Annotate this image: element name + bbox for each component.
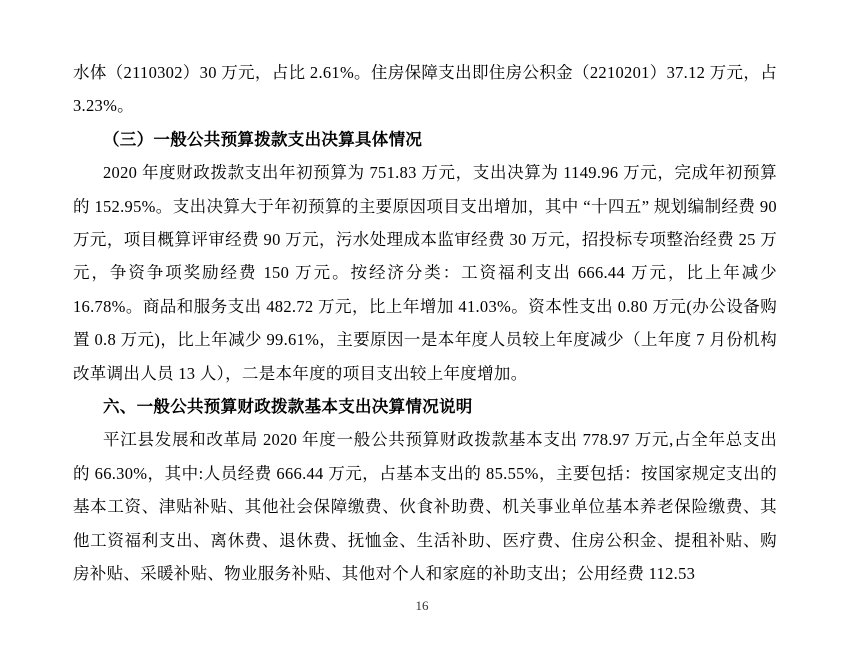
paragraph-fiscal-appropriation-expenditure: 2020 年度财政拨款支出年初预算为 751.83 万元，支出决算为 1149.96 万元，完成年初预算的 152.95%。支出决算大于年初预算的主要原因项目支出增加，其中 “十四五” 规划编制经费 90 万元，项目概算评审经费 90 万元，污水处理成本监审经费 30 万元，招投标专项整治经费 25 万元，争资争项奖励经费 150 万元。按经济分类：工资福利支出 666.44 万元，比上年减少 16.78%。商品和服务支出 482.72 万元，比上年增加 41.03%。资本性支出 0.80 万元(办公设备购置 0.8 万元)，比上年减少 99.61%，主要原因一是本年度人员较上年度减少（上年度 7 月份机构改革调出人员 13 人），二是本年度的项目支出较上年度增加。	[73, 163, 777, 383]
section-heading-expenditure-details: （三）一般公共预算拨款支出决算具体情况	[103, 129, 423, 149]
section-heading-basic-expenditure: 六、一般公共预算财政拨款基本支出决算情况说明	[103, 397, 473, 417]
paragraph-basic-expenditure-breakdown: 平江县发展和改革局 2020 年度一般公共预算财政拨款基本支出 778.97 万元,占全年总支出的 66.30%，其中:人员经费 666.44 万元，占基本支出的 85.55%，主要包括：按国家规定支出的基本工资、津贴补贴、其他社会保障缴费、伙食补助费、机关事业单位基本养老保险缴费、其他工资福利支出、离休费、退休费、抚恤金、生活补助、医疗费、住房公积金、提租补贴、购房补贴、采暖补贴、物业服务补贴、其他对个人和家庭的补助支出；公用经费 112.53	[73, 430, 777, 584]
page-number: 16	[415, 598, 429, 613]
document-body	[73, 56, 777, 591]
paragraph-housing-security-continuation: 水体（2110302）30 万元，占比 2.61%。住房保障支出即住房公积金（2210201）37.12 万元，占 3.23%。	[73, 63, 777, 116]
